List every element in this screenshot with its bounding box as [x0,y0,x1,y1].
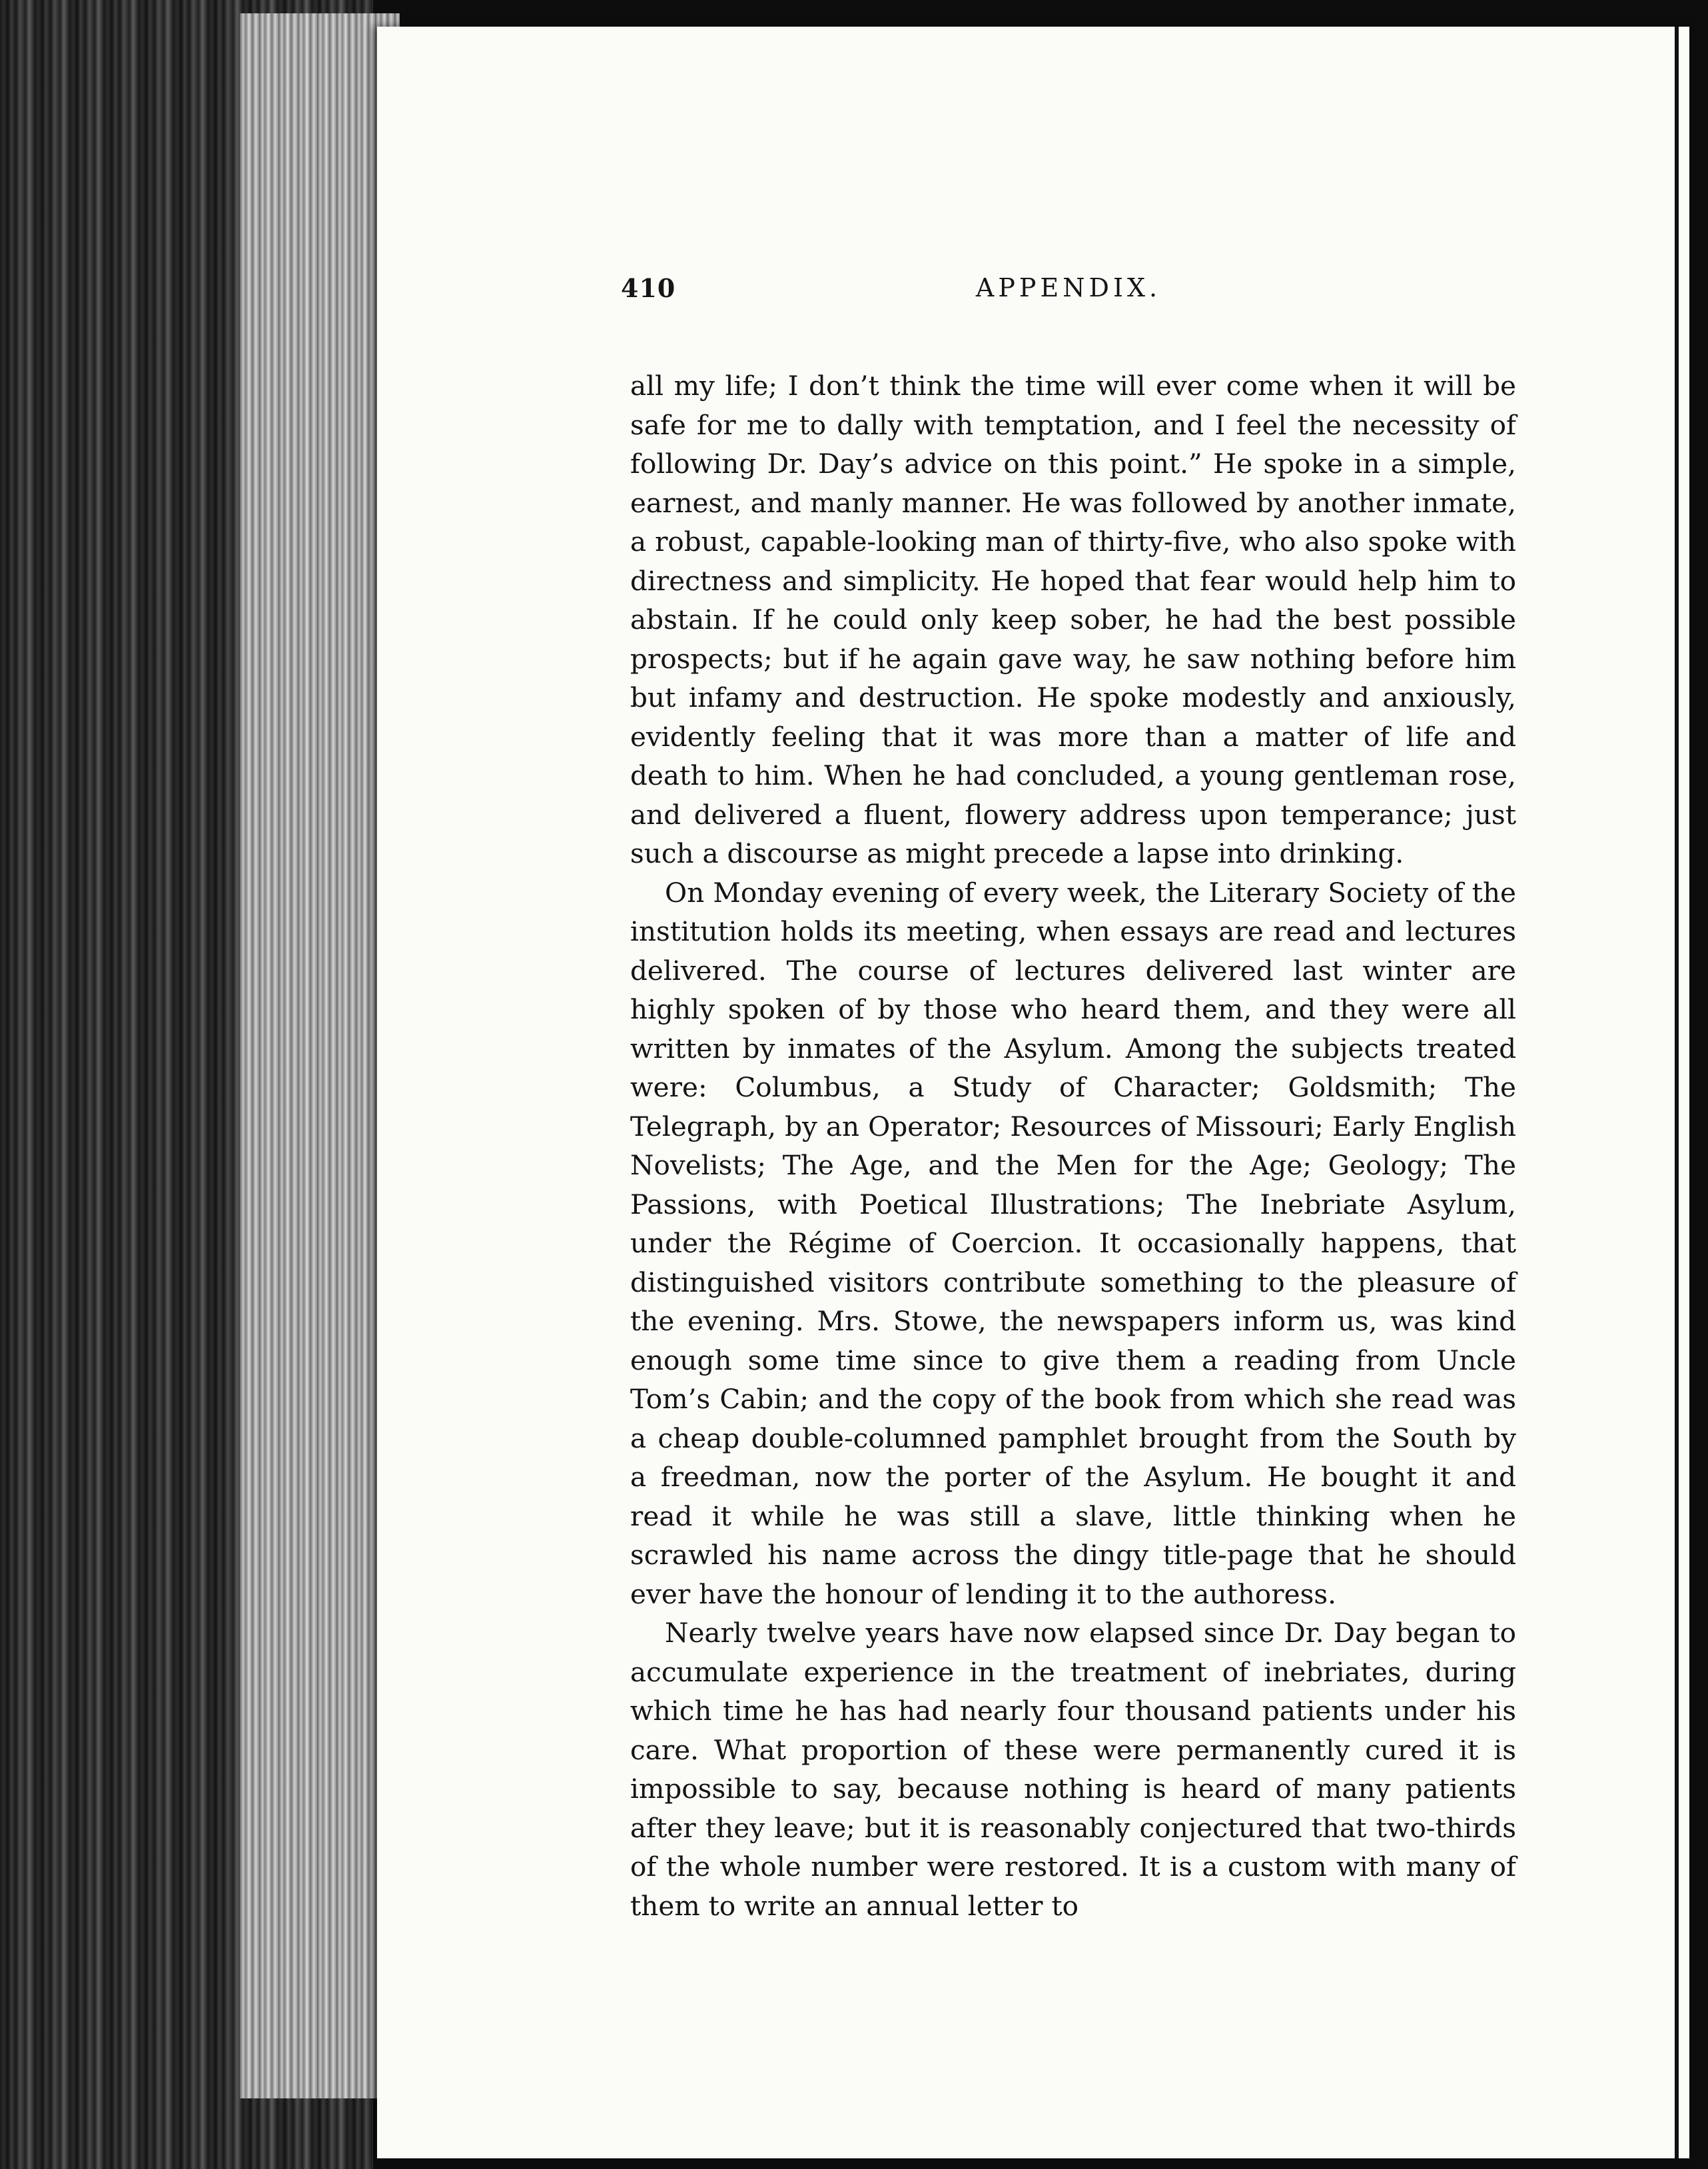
page-right-edge [1675,27,1679,2158]
paragraph-continuation: all my life; I don’t think the time will ever come when it will be safe for me to dally with temptation, and I feel the necessity of following Dr. Day’s advice on this point.” He spoke in a simple, earnest, and manly manner. He was followed by another inmate, a robust, capable-looking man of thirty-five, who also spoke with directness and simplicity. He hoped that fear would help him to abstain. If he could only keep sober, he had the best possible prospects; but if he again gave way, he saw nothing before him but infamy and destruction. He spoke modestly and anxiously, evidently feeling that it was more than a matter of life and death to him. When he had concluded, a young gentleman rose, and delivered a fluent, flowery address upon temperance; just such a discourse as might precede a lapse into drinking. [630,370,1516,869]
body-text [630,366,1516,1925]
page-edges-stack [240,13,400,2098]
paragraph-literary-society: On Monday evening of every week, the Literary Society of the institution holds its meeting, when essays are read and lectures delivered. The course of lectures delivered last winter are highly spoken of by those who heard them, and they were all written by inmates of the Asylum. Among the subjects treated were: Columbus, a Study of Character; Goldsmith; The Telegraph, by an Operator; Resources of Missouri; Early English Novelists; The Age, and the Men for the Age; Geology; The Passions, with Poetical Illustrations; The Inebriate Asylum, under the Régime of Coercion. It occasionally happens, that distinguished visitors contribute something to the pleasure of the evening. Mrs. Stowe, the newspapers inform us, was kind enough some time since to give them a reading from Uncle Tom’s Cabin; and the copy of the book from which she read was a cheap double-columned pamphlet brought from the South by a freedman, now the porter of the Asylum. He bought it and read it while he was still a slave, little thinking when he scrawled his name across the dingy title-page that he should ever have the honour of lending it to the authoress. [630,876,1516,1610]
running-head: APPENDIX. [975,273,1162,302]
page-number: 410 [621,273,676,303]
page-header [621,273,1516,320]
book-page [377,27,1689,2158]
paragraph-twelve-years: Nearly twelve years have now elapsed since Dr. Day began to accumulate experience in the treatment of inebriates, during which time he has had nearly four thousand patients under his care. What proportion of these were permanently cured it is impossible to say, because nothing is heard of many patients after they leave; but it is reasonably conjectured that two-thirds of the whole number were restored. It is a custom with many of them to write an annual letter to [630,1617,1516,1922]
